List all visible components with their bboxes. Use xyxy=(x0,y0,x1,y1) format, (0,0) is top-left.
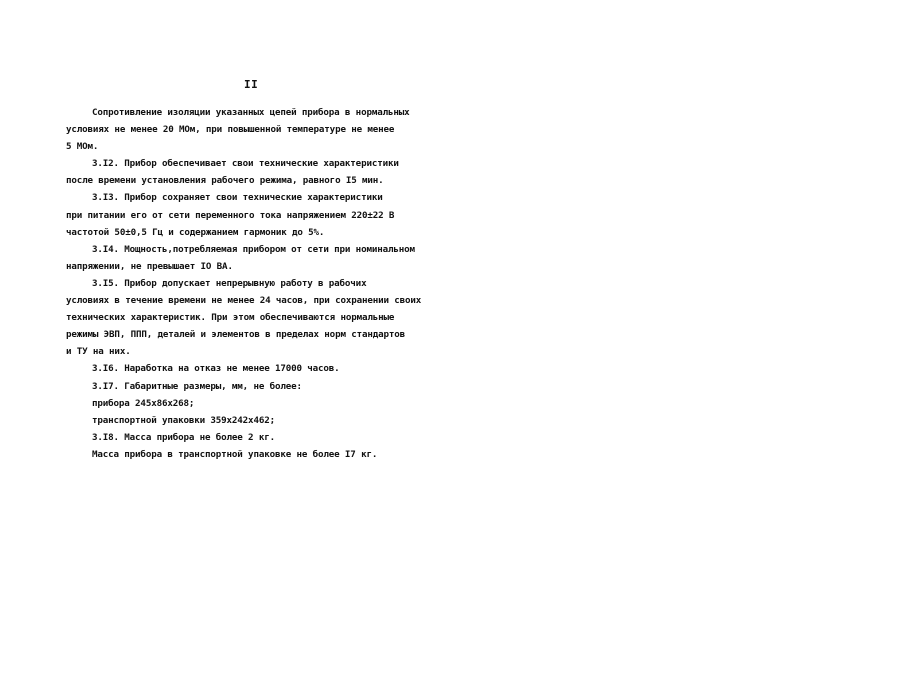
text-line: 3.I6. Наработка на отказ не менее 17000 часов. xyxy=(92,363,340,375)
text-line: 3.I2. Прибор обеспечивает свои технические характеристики xyxy=(92,158,399,170)
text-line: и ТУ на них. xyxy=(66,346,131,358)
text-line: 3.I5. Прибор допускает непрерывную работу в рабочих xyxy=(92,277,367,289)
text-line: Масса прибора в транспортной упаковке не более I7 кг. xyxy=(92,448,378,460)
text-line: транспортной упаковки 359х242х462; xyxy=(92,414,275,426)
text-line: напряжении, не превышает IO ВА. xyxy=(66,260,233,272)
text-line: технических характеристик. При этом обеспечиваются нормальные xyxy=(66,312,395,324)
text-line: частотой 50±0,5 Гц и содержанием гармоник до 5%. xyxy=(66,226,325,238)
text-line: при питании его от сети переменного тока напряжением 220±22 В xyxy=(66,209,395,221)
text-line: после времени установления рабочего режима, равного I5 мин. xyxy=(66,175,384,187)
text-line: условиях не менее 20 МОм, при повышенной температуре не менее xyxy=(66,124,395,136)
text-line: 3.I8. Масса прибора не более 2 кг. xyxy=(92,431,275,443)
text-line: прибора 245х86х268; xyxy=(92,397,195,409)
text-line: 3.I4. Мощность,потребляемая прибором от сети при номинальном xyxy=(92,243,415,255)
page-number: II xyxy=(244,78,259,91)
document-body xyxy=(66,104,452,463)
text-line: 5 МОм. xyxy=(66,141,99,153)
text-line: Сопротивление изоляции указанных цепей прибора в нормальных xyxy=(92,107,410,118)
text-line: режимы ЭВП, ППП, деталей и элементов в пределах норм стандартов xyxy=(66,329,406,341)
text-line: 3.I7. Габаритные размеры, мм, не более: xyxy=(92,380,302,392)
text-line: условиях в течение времени не менее 24 часов, при сохранении своих xyxy=(66,295,422,307)
text-line: 3.I3. Прибор сохраняет свои технические характеристики xyxy=(92,192,383,204)
